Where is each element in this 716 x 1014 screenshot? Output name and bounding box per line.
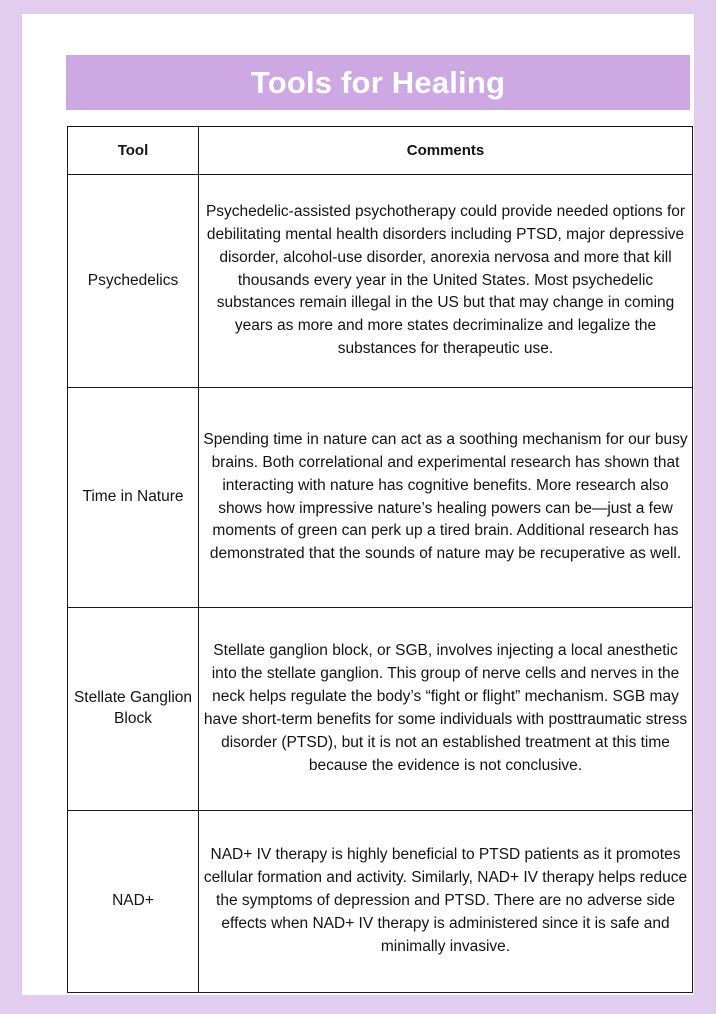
cell-tool-time-in-nature: Time in Nature [68, 388, 199, 608]
cell-tool-psychedelics: Psychedelics [68, 175, 199, 388]
table-header-row [68, 127, 693, 175]
cell-tool-nad-plus: NAD+ [68, 811, 199, 993]
cell-comments-time-in-nature: Spending time in nature can act as a soothing mechanism for our busy brains. Both correlational and experimental research has shown that interacting with nature has cognitive benefits. More research also shows how impressive nature’s healing powers can be—just a few moments of green can perk up a tired brain. Additional research has demonstrated that the sounds of nature may be recuperative as well. [199, 388, 693, 608]
cell-comments-nad-plus: NAD+ IV therapy is highly beneficial to PTSD patients as it promotes cellular formation and activity. Similarly, NAD+ IV therapy helps reduce the symptoms of depression and PTSD. There are no adverse side effects when NAD+ IV therapy is administered since it is safe and minimally invasive. [199, 811, 693, 993]
cell-comments-psychedelics: Psychedelic-assisted psychotherapy could provide needed options for debilitating mental health disorders including PTSD, major depressive disorder, alcohol-use disorder, anorexia nervosa and more that kill thousands every year in the United States. Most psychedelic substances remain illegal in the US but that may change in coming years as more and more states decriminalize and legalize the substances for therapeutic use. [199, 175, 693, 388]
cell-tool-stellate-ganglion-block: Stellate Ganglion Block [68, 608, 199, 811]
table-row [68, 175, 693, 388]
table-row [68, 608, 693, 811]
table-row [68, 811, 693, 993]
title-banner [66, 55, 690, 110]
column-header-comments: Comments [199, 127, 693, 175]
table-row [68, 388, 693, 608]
tools-for-healing-table [67, 126, 693, 993]
page-frame [22, 14, 694, 995]
cell-comments-stellate-ganglion-block: Stellate ganglion block, or SGB, involves injecting a local anesthetic into the stellate ganglion. This group of nerve cells and nerves in the neck helps regulate the body’s “fight or flight” mechanism. SGB may have short-term benefits for some individuals with posttraumatic stress disorder (PTSD), but it is not an established treatment at this time because the evidence is not conclusive. [199, 608, 693, 811]
column-header-tool: Tool [68, 127, 199, 175]
page-title: Tools for Healing [250, 65, 506, 100]
